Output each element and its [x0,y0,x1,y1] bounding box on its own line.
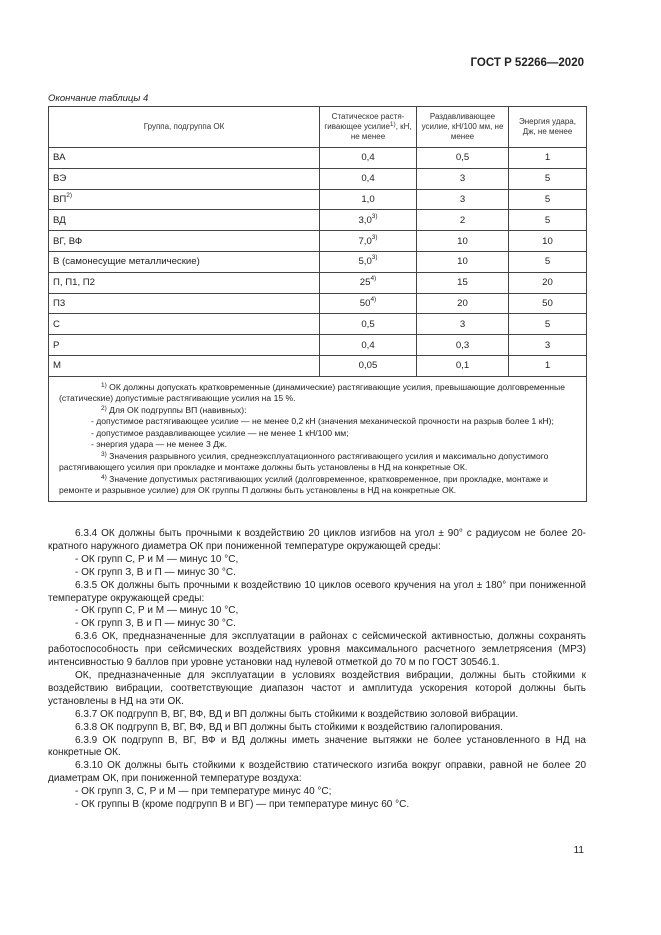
cell-crush-value: 15 [457,277,468,289]
cell-energy-value: 5 [544,318,551,330]
cell-crush-value: 10 [457,256,468,268]
footnote-marker: 4) [370,275,377,283]
cell-group-value: П3 [53,297,66,309]
cell-static-value: 25 [359,277,371,289]
cell-energy [509,335,587,356]
header-static [320,107,417,148]
header-static-footnote: 1) [389,120,396,128]
cell-crush [417,210,509,231]
cell-energy [509,210,587,231]
note-2 [59,405,576,417]
table-row [49,314,587,335]
cell-static [320,293,417,314]
table-caption: Окончание таблицы 4 [48,93,149,104]
header-static-unit: , кН, не менее [350,121,412,142]
cell-group [49,293,320,314]
cell-crush-value: 2 [459,214,466,226]
cell-crush-value: 0,5 [455,152,470,164]
header-static-text: Статическое растя-гивающее усилие [324,111,405,131]
note-2-marker: 2) [101,404,107,412]
list-item: - ОК групп З, С, Р и М — при температуре минус 40 °С; [75,786,332,798]
table-row [49,210,587,231]
cell-group [49,314,320,335]
cell-energy-value: 1 [544,360,551,372]
table-row [49,293,587,314]
list-item: - ОК групп С, Р и М — минус 10 °С, [75,605,239,617]
cell-static-value: 3,0 [358,214,372,226]
note-4-marker: 4) [101,473,107,481]
cell-energy [509,231,587,252]
cell-static [320,231,417,252]
footnote-marker: 3) [371,212,378,220]
cell-group-value: П, П1, П2 [53,277,96,289]
list-item: - ОК групп З, В и П — минус 30 °С. [75,618,236,630]
cell-crush-value: 10 [457,235,468,247]
header-crush: Раздавливающее усилие, кН/100 мм, не менее [417,107,509,148]
cell-static [320,251,417,272]
cell-static-value: 0,4 [361,173,375,185]
body-text [48,528,586,812]
cell-energy-value: 5 [544,173,551,185]
header-group: Группа, подгруппа ОК [49,107,320,148]
cell-static [320,314,417,335]
cell-crush [417,148,509,169]
cell-crush [417,335,509,356]
footnote-marker: 2) [66,191,73,199]
cell-energy-value: 20 [542,277,553,289]
cell-static [320,335,417,356]
paragraph-6-3-9: 6.3.9 ОК подгрупп В, ВГ, ВФ и ВД должны иметь значение вытяжки не более установленного в НД на конкретные ОК. [48,734,586,759]
list-item: - ОК группы В (кроме подгрупп В и ВГ) — при температуре минус 60 °С. [75,799,410,811]
document-header: ГОСТ Р 52266—2020 [470,57,584,69]
cell-group-value: Р [53,339,60,351]
cell-energy [509,251,587,272]
note-4-text: Значение допустимых растягивающих усилий (долговременное, кратковременное, при прокладке, монтаже и ремонте и разрывное усилие) для ОК группы П должны быть установлены в НД на конкретные ОК. [59,473,548,496]
cell-crush-value: 3 [459,173,466,185]
table-row [49,355,587,376]
cell-energy-value: 5 [544,193,551,205]
paragraph-vibration: ОК, предназначенные для эксплуатации в условиях воздействия вибрации, должны быть стойкими к воздействию вибрации, соответствующие диапазон частот и амплитуда ускорения которой должны быть установлены в НД на эти ОК. [48,669,586,707]
cell-energy [509,148,587,169]
cell-group [49,231,320,252]
note-2-text: Для ОК подгруппы ВП (навивных): [106,404,247,415]
cell-energy [509,189,587,210]
footnote-marker: 3) [371,254,378,262]
notes-row [49,376,587,501]
cell-crush-value: 3 [459,318,466,330]
cell-group [49,168,320,189]
cell-energy [509,272,587,293]
cell-static-value: 0,4 [361,339,375,351]
cell-group-value: ВД [53,214,66,226]
note-2-item: - допустимое растягивающее усилие — не менее 0,2 кН (значения механической прочности на разрыв более 1 кН); [91,416,554,427]
cell-energy [509,168,587,189]
note-1-marker: 1) [101,381,107,389]
cell-energy-value: 50 [542,297,553,309]
paragraph-6-3-8: 6.3.8 ОК подгрупп В, ВГ, ВФ, ВД и ВП должны быть стойкими к воздействию галопирования. [75,721,503,733]
cell-energy [509,355,587,376]
paragraph-6-3-10: 6.3.10 ОК должны быть стойкими к воздействию статического изгиба вокруг оправки, равной не более 20 диаметрам ОК, при пониженной температуре воздуха: [48,760,586,785]
footnote-marker: 4) [370,295,377,303]
cell-static [320,355,417,376]
cell-static [320,272,417,293]
note-1-text: ОК должны допускать кратковременные (динамические) растягивающие усилия, превышающие долговременные (статические) допустимые растягивающие усилия на 15 %. [59,381,565,404]
table-row [49,189,587,210]
table-notes [49,376,587,501]
note-1 [59,382,576,405]
cell-energy-value: 5 [544,214,551,226]
cell-group [49,189,320,210]
cell-static [320,189,417,210]
table-row [49,231,587,252]
note-3 [59,451,576,474]
list-item: - ОК групп С, Р и М — минус 10 °С, [75,553,239,565]
note-2-item: - допустимое раздавливающее усилие — не менее 1 кН/100 мм; [91,427,349,438]
cell-group [49,210,320,231]
cell-static [320,210,417,231]
cell-crush [417,293,509,314]
cell-crush-value: 0,3 [455,339,470,351]
cell-group [49,355,320,376]
cell-crush-value: 3 [459,193,466,205]
cell-crush [417,272,509,293]
cell-static-value: 0,4 [361,152,375,164]
paragraph-6-3-7: 6.3.7 ОК подгрупп В, ВГ, ВФ, ВД и ВП должны быть стойкими к воздействию золовой вибрации. [75,708,519,720]
cell-crush [417,355,509,376]
table-row [49,335,587,356]
cell-crush-value: 0,1 [455,360,470,372]
cell-group [49,148,320,169]
table-row [49,251,587,272]
properties-table [48,106,587,502]
note-3-marker: 3) [101,450,107,458]
cell-energy-value: 5 [544,256,551,268]
cell-crush-value: 20 [457,297,468,309]
page-number: 11 [573,845,584,856]
cell-energy-value: 10 [542,235,553,247]
cell-group-value: ВП [53,193,67,205]
note-2-item: - энергия удара — не менее 3 Дж. [91,439,228,450]
cell-group-value: ВА [53,152,66,164]
cell-crush [417,168,509,189]
cell-crush [417,231,509,252]
paragraph-6-3-6: 6.3.6 ОК, предназначенные для эксплуатации в районах с сейсмической активностью, должны сохранять работоспособность при сейсмических воздействиях уровня максимального расчетного землетрясения (МРЗ) интенсивностью 9 баллов при уровне установки над нулевой отметкой до 70 м по ГОСТ 30546.1. [48,631,586,669]
cell-energy-value: 1 [544,152,551,164]
cell-group-value: М [53,360,61,372]
note-3-text: Значения разрывного усилия, среднеэксплуатационного растягивающего усилия и максимально допустимого растягивающего усилия при прокладке и монтаже должны быть установлены в НД на конкретные ОК. [59,450,549,473]
cell-static-value: 0,5 [361,318,375,330]
cell-energy [509,314,587,335]
cell-static [320,168,417,189]
cell-group-value: ВЭ [53,173,67,185]
paragraph-6-3-4: 6.3.4 ОК должны быть прочными к воздействию 20 циклов изгибов на угол ± 90° с радиусом не более 20-кратного наружного диаметра ОК при пониженной температуре окружающей среды: [48,528,586,552]
cell-group [49,272,320,293]
header-energy: Энергия удара, Дж, не менее [509,107,587,148]
cell-crush [417,251,509,272]
table-row [49,272,587,293]
note-4 [59,474,576,497]
cell-static [320,148,417,169]
cell-static-value: 1,0 [361,193,375,205]
cell-static-value: 50 [359,297,371,309]
cell-crush [417,189,509,210]
cell-crush [417,314,509,335]
paragraph-6-3-5: 6.3.5 ОК должны быть прочными к воздействию 10 циклов осевого кручения на угол ± 180° при пониженной температуре окружающей среды: [48,579,586,604]
cell-static-value: 0,05 [358,360,378,372]
table-header-row [49,107,587,148]
cell-group-value: В (самонесущие металлические) [53,256,200,268]
cell-static-value: 5,0 [358,256,372,268]
table-row [49,148,587,169]
cell-energy-value: 3 [544,339,551,351]
cell-group [49,251,320,272]
table-row [49,168,587,189]
cell-group [49,335,320,356]
cell-energy [509,293,587,314]
footnote-marker: 3) [371,233,378,241]
list-item: - ОК групп З, В и П — минус 30 °С. [75,566,236,578]
cell-group-value: С [53,318,60,330]
cell-static-value: 7,0 [358,235,372,247]
cell-group-value: ВГ, ВФ [53,235,83,247]
